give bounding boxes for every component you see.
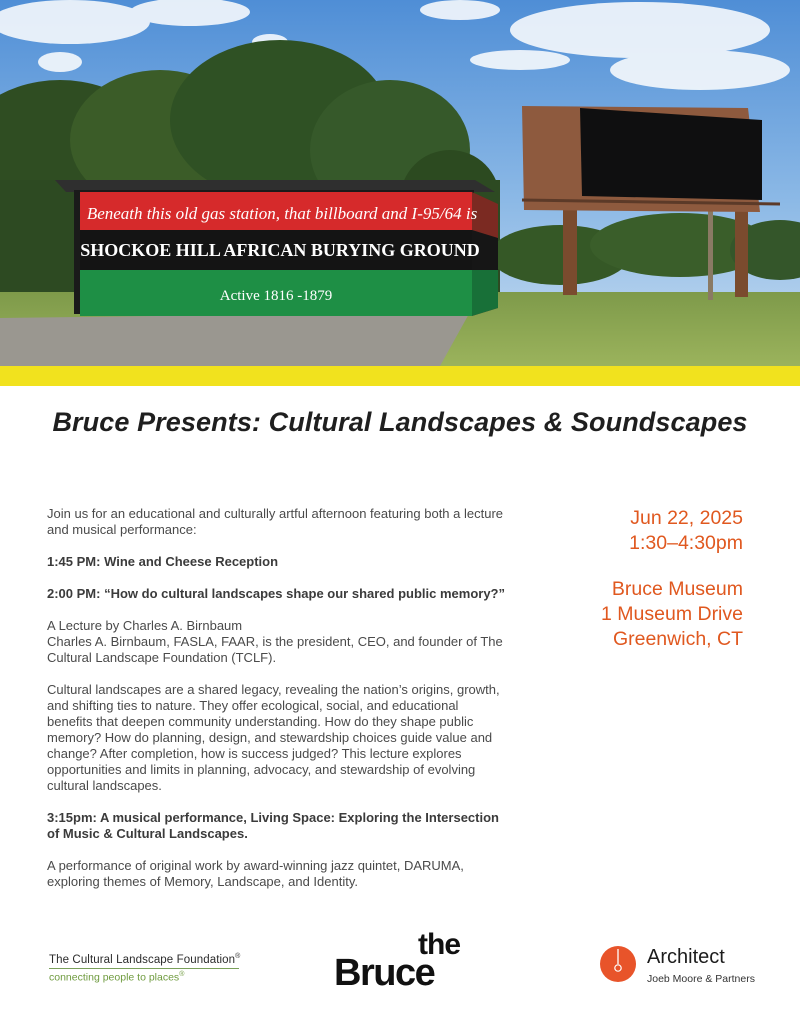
event-time: 1:30–4:30pm	[629, 532, 743, 554]
tclf-registered-mark: ®	[235, 953, 241, 960]
architect-name: Architect	[647, 946, 725, 968]
bruce-logo-the: the	[418, 928, 460, 961]
hero-illustration	[0, 0, 800, 366]
tclf-rule	[49, 968, 239, 969]
banner-line-2: SHOCKOE HILL AFRICAN BURYING GROUND	[80, 240, 480, 260]
page-title: Bruce Presents: Cultural Landscapes & Soundscapes	[52, 407, 748, 437]
pavement	[0, 312, 470, 366]
banner-line-1: Beneath this old gas station, that billboard and I-95/64 is	[86, 204, 478, 223]
intro-text: Join us for an educational and culturally artful afternoon featuring both a lecture and musical performance:	[47, 506, 504, 537]
venue-name: Bruce Museum	[611, 578, 743, 600]
lecture-heading: 2:00 PM: “How do cultural landscapes shape our shared public memory?”	[47, 586, 505, 601]
performance-description: A performance of original work by award-winning jazz quintet, DARUMA, exploring themes of Memory, Landscape, and Identity.	[47, 858, 464, 889]
lecture-by: A Lecture by Charles A. Birnbaum	[47, 618, 243, 633]
speaker-bio: Charles A. Birnbaum, FASLA, FAAR, is the president, CEO, and founder of The Cultural Landscape Foundation (TCLF).	[47, 634, 503, 665]
venue-address: 1 Museum Drive	[601, 603, 743, 625]
tclf-tagline: connecting people to places	[49, 971, 180, 984]
bruce-logo-word: Bruce	[334, 952, 435, 994]
bruce-logo	[334, 930, 464, 992]
tclf-logo	[49, 953, 240, 983]
reception-heading: 1:45 PM: Wine and Cheese Reception	[47, 554, 279, 569]
lecture-description: Cultural landscapes are a shared legacy, revealing the nation’s origins, growth, and shifting ties to nature. They offer ecological, social, and educational benefits that deepen community understanding. How do they shape public memory? How do planning, design, and stewardship choices guide value and change? After completion, how is success judged? This lecture explores opportunities and limits in planning, advocacy, and stewardship of evolving cultural landscapes.	[47, 682, 500, 793]
event-date: Jun 22, 2025	[630, 507, 743, 529]
event-info	[601, 506, 743, 652]
event-description	[47, 506, 507, 890]
architect-circle-icon	[600, 946, 636, 982]
venue-city: Greenwich, CT	[612, 628, 743, 650]
architect-logo	[600, 946, 760, 990]
architect-subtitle: Joeb Moore & Partners	[647, 973, 755, 985]
banner-line-3: Active 1816 -1879	[219, 288, 333, 304]
tclf-name: The Cultural Landscape Foundation	[49, 953, 236, 966]
performance-heading: 3:15pm: A musical performance, Living Space: Exploring the Intersection of Music & Cultural Landscapes.	[47, 810, 499, 841]
hero-photo	[0, 0, 800, 366]
tclf-tagline-mark: ®	[179, 970, 185, 978]
accent-band	[0, 366, 800, 386]
